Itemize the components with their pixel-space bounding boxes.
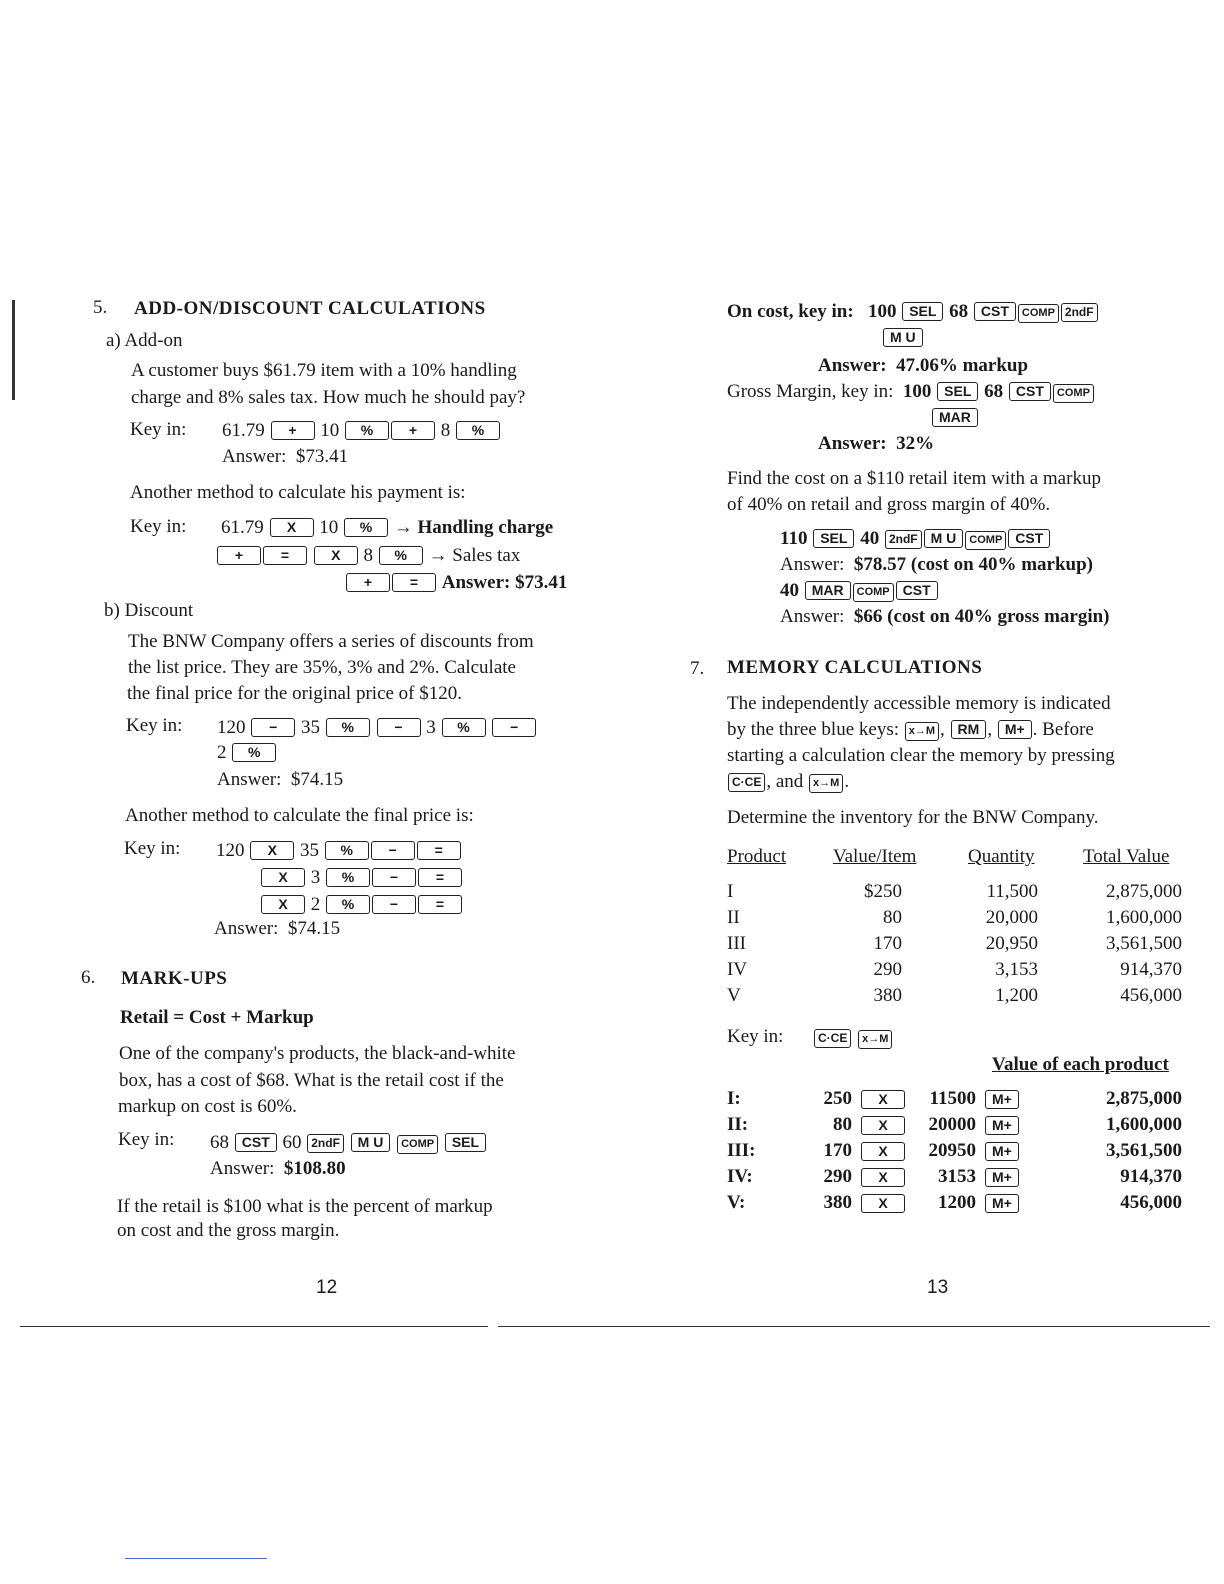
number: 68 — [949, 301, 969, 322]
table-cell: II — [727, 907, 740, 928]
find-cost-para-1: Find the cost on a $110 retail item with a markup — [727, 468, 1101, 489]
percent-key: % — [325, 841, 369, 860]
page-number-right: 13 — [927, 1277, 949, 1298]
keyin-label: Key in: — [130, 516, 187, 537]
percent-key: % — [379, 546, 423, 565]
answer-label: Answer: — [222, 446, 287, 467]
answer-value: $78.57 (cost on 40% markup) — [853, 554, 1093, 575]
number: 35 — [301, 717, 320, 738]
minus-key: − — [492, 718, 536, 737]
discount-para-1: The BNW Company offers a series of discounts from — [128, 631, 534, 652]
number: 8 — [440, 420, 451, 441]
key-sequence — [221, 516, 553, 540]
discount-para-2: the list price. They are 35%, 3% and 2%. Calculate — [128, 657, 516, 678]
table-header — [1083, 845, 1169, 869]
gross-margin-label: Gross Margin, key in: — [727, 381, 894, 402]
number: 68 — [984, 381, 1004, 402]
number: 61.79 — [222, 420, 265, 441]
cst-key: CST — [1009, 382, 1051, 401]
step-key — [984, 1166, 1020, 1190]
comp-key: COMP — [965, 531, 1006, 550]
mar-key: MAR — [932, 408, 978, 427]
comp-key: COMP — [1018, 304, 1059, 323]
answer-line — [222, 445, 348, 469]
step-value: 170 — [823, 1140, 852, 1161]
minus-key: − — [372, 895, 416, 914]
answer-line — [818, 432, 934, 456]
minus-key: − — [371, 841, 415, 860]
step-quantity: 11500 — [929, 1088, 976, 1109]
memory-para-1: The independently accessible memory is indicated — [727, 693, 1111, 714]
times-key: X — [314, 546, 358, 565]
header-value-item: Value/Item — [833, 846, 917, 867]
table-cell: III — [727, 933, 746, 954]
x-to-m-key: x→M — [905, 722, 939, 741]
number: 68 — [210, 1132, 229, 1153]
equals-key: = — [418, 868, 462, 887]
table-header — [968, 845, 1035, 869]
times-key: X — [861, 1168, 905, 1187]
table-cell: 11,500 — [986, 881, 1038, 902]
equals-key: = — [263, 546, 307, 565]
m-plus-key: M+ — [985, 1194, 1019, 1213]
percent-key: % — [456, 421, 500, 440]
header-product: Product — [727, 846, 787, 867]
mu-key: M U — [883, 328, 923, 347]
2ndf-key: 2ndF — [1061, 303, 1098, 322]
number: 100 — [902, 381, 932, 402]
step-label: I: — [727, 1088, 741, 1109]
minus-key: − — [372, 868, 416, 887]
step-quantity: 20950 — [928, 1140, 976, 1161]
minus-key: − — [377, 718, 421, 737]
step-result: 456,000 — [1120, 1192, 1182, 1213]
number: 10 — [319, 517, 339, 538]
table-cell: 3,153 — [995, 959, 1038, 980]
answer-label: Answer: — [217, 769, 282, 790]
key-sequence — [813, 1026, 893, 1050]
memory-para-2 — [727, 718, 1094, 742]
table-cell: 20,000 — [985, 907, 1038, 928]
key-sequence — [217, 716, 537, 740]
plus-key: + — [391, 421, 435, 440]
times-key: X — [861, 1194, 905, 1213]
number: 3 — [426, 717, 436, 738]
key-sequence — [216, 544, 520, 568]
table-cell: 170 — [873, 933, 902, 954]
m-plus-key: M+ — [985, 1116, 1019, 1135]
table-cell: 380 — [873, 985, 902, 1006]
times-key: X — [861, 1090, 905, 1109]
section-7-title: MEMORY CALCULATIONS — [727, 657, 983, 678]
sel-key: SEL — [445, 1133, 486, 1152]
cst-key: CST — [235, 1133, 277, 1152]
plus-key: + — [217, 546, 261, 565]
table-cell: 290 — [873, 959, 902, 980]
step-value: 250 — [823, 1088, 852, 1109]
answer-label: Answer: — [210, 1158, 275, 1179]
m-plus-key: M+ — [985, 1168, 1019, 1187]
answer-value: $73.41 — [295, 446, 349, 467]
percent-key: % — [344, 518, 388, 537]
page-bottom-rule-left — [20, 1326, 488, 1327]
another-method-1: Another method to calculate his payment is: — [130, 482, 466, 503]
percent-key: % — [442, 718, 486, 737]
sales-tax-note: → Sales tax — [428, 545, 521, 566]
2ndf-key: 2ndF — [307, 1134, 344, 1153]
number: 3 — [310, 867, 321, 888]
plus-key: + — [346, 573, 390, 592]
find-cost-para-2: of 40% on retail and gross margin of 40%. — [727, 494, 1051, 515]
x-to-m-key: x→M — [809, 774, 843, 793]
discount-para-3: the final price for the original price of $120. — [127, 683, 463, 704]
key-sequence — [931, 406, 979, 430]
step-result: 1,600,000 — [1106, 1114, 1182, 1135]
key-sequence — [780, 579, 939, 603]
c-ce-key: C·CE — [728, 773, 765, 792]
step-key — [860, 1192, 906, 1216]
answer-label: Answer: — [214, 918, 279, 939]
step-key — [984, 1140, 1020, 1164]
2ndf-key: 2ndF — [885, 530, 922, 549]
table-cell: I — [727, 881, 734, 902]
memory-para-3: starting a calculation clear the memory by pressing — [727, 745, 1115, 766]
number: 35 — [300, 840, 319, 861]
step-key — [984, 1114, 1020, 1138]
percent-key: % — [326, 718, 370, 737]
answer-label: Answer: — [780, 554, 845, 575]
mu-key: M U — [924, 529, 964, 548]
step-label: II: — [727, 1114, 749, 1135]
percent-key: % — [326, 895, 370, 914]
number: 40 — [780, 580, 799, 601]
answer-value: $74.15 — [287, 918, 341, 939]
key-sequence — [780, 527, 1051, 551]
section-5-title: ADD-ON/DISCOUNT CALCULATIONS — [134, 298, 486, 319]
step-label: IV: — [727, 1166, 753, 1187]
step-key — [860, 1088, 906, 1112]
keyin-label: Key in: — [126, 715, 183, 736]
answer-value: $74.15 — [290, 769, 344, 790]
table-header — [833, 845, 916, 869]
equals-key: = — [418, 895, 462, 914]
table-header — [727, 845, 786, 869]
number: 2 — [217, 742, 227, 763]
another-method-2: Another method to calculate the final price is: — [125, 805, 474, 826]
cst-key: CST — [1008, 529, 1050, 548]
table-cell: 20,950 — [985, 933, 1038, 954]
markup-para-1: One of the company's products, the black-and-white — [119, 1043, 516, 1064]
table-cell: 456,000 — [1120, 985, 1182, 1006]
value-each-header — [992, 1053, 1169, 1077]
step-result: 3,561,500 — [1106, 1140, 1182, 1161]
number: 120 — [217, 717, 246, 738]
key-sequence — [882, 326, 924, 350]
plus-key: + — [271, 421, 315, 440]
key-sequence — [217, 741, 277, 765]
key-sequence — [345, 571, 567, 595]
table-cell: IV — [727, 959, 748, 980]
step-label: III: — [727, 1140, 756, 1161]
answer-line — [780, 605, 1110, 629]
answer-label: Answer: — [818, 433, 887, 454]
number: 60 — [282, 1132, 302, 1153]
percent-key: % — [326, 868, 370, 887]
header-total-value: Total Value — [1083, 846, 1170, 867]
equals-key: = — [417, 841, 461, 860]
section-7-number: 7. — [690, 658, 705, 679]
number: 2 — [310, 894, 321, 915]
step-key — [984, 1192, 1020, 1216]
value-each-label: Value of each product — [992, 1054, 1169, 1075]
step-key — [860, 1166, 906, 1190]
minus-key: − — [251, 718, 295, 737]
section-6-title: MARK-UPS — [121, 968, 228, 989]
on-cost-line — [727, 300, 1099, 324]
markup-formula: Retail = Cost + Markup — [120, 1007, 314, 1028]
mar-key: MAR — [805, 581, 851, 600]
markup-para-3: markup on cost is 60%. — [118, 1096, 297, 1117]
percent-key: % — [232, 743, 276, 762]
step-key — [860, 1140, 906, 1164]
answer-value: 32% — [896, 433, 935, 454]
step-quantity: 3153 — [938, 1166, 976, 1187]
table-cell: 80 — [883, 907, 902, 928]
m-plus-key: M+ — [998, 720, 1032, 739]
percent-key: % — [345, 421, 389, 440]
answer-line — [818, 354, 1028, 378]
step-value: 380 — [823, 1192, 852, 1213]
answer-value: $66 (cost on 40% gross margin) — [853, 606, 1110, 627]
answer-label: Answer: — [780, 606, 845, 627]
answer-line — [780, 553, 1093, 577]
header-quantity: Quantity — [968, 846, 1035, 867]
memory-text: , and — [766, 771, 804, 792]
key-sequence — [260, 893, 463, 917]
key-sequence — [210, 1131, 487, 1155]
gross-margin-line — [727, 380, 1095, 404]
cst-key: CST — [974, 302, 1016, 321]
blue-underline-mark — [125, 1558, 267, 1559]
sel-key: SEL — [937, 382, 978, 401]
table-cell: $250 — [864, 881, 902, 902]
section-5-number: 5. — [93, 297, 108, 318]
comma: , — [940, 719, 945, 740]
rm-key: RM — [951, 720, 987, 739]
step-quantity: 1200 — [938, 1192, 976, 1213]
addon-para-1: A customer buys $61.79 item with a 10% handling — [131, 360, 517, 381]
table-cell: 1,600,000 — [1106, 907, 1182, 928]
keyin-label: Key in: — [124, 838, 181, 859]
keyin-label: Key in: — [727, 1026, 784, 1047]
m-plus-key: M+ — [985, 1142, 1019, 1161]
keyin-label: Key in: — [118, 1129, 175, 1150]
comp-key: COMP — [397, 1135, 438, 1154]
memory-text: . Before — [1032, 719, 1094, 740]
table-cell: V — [727, 985, 741, 1006]
memory-para-4: C·CE , and x→M . — [727, 770, 849, 794]
addon-para-2: charge and 8% sales tax. How much he should pay? — [131, 387, 526, 408]
step-key — [860, 1114, 906, 1138]
page-bottom-rule-right — [498, 1326, 1210, 1327]
times-key: X — [861, 1142, 905, 1161]
times-key: X — [261, 868, 305, 887]
step-label: V: — [727, 1192, 746, 1213]
step-value: 290 — [823, 1166, 852, 1187]
key-sequence — [260, 866, 463, 890]
number: 110 — [780, 528, 808, 549]
handling-charge-note: → Handling charge — [393, 517, 554, 538]
equals-key: = — [392, 573, 436, 592]
comma: , — [987, 719, 993, 740]
discount-label: b) Discount — [104, 600, 194, 621]
c-ce-key: C·CE — [814, 1029, 851, 1048]
number: 10 — [320, 420, 340, 441]
section-6-number: 6. — [81, 967, 96, 988]
m-plus-key: M+ — [985, 1090, 1019, 1109]
scan-edge-mark — [12, 300, 15, 400]
times-key: X — [261, 895, 305, 914]
number: 40 — [860, 528, 880, 549]
addon-label: a) Add-on — [106, 330, 183, 351]
answer-value: 47.06% markup — [896, 355, 1029, 376]
step-result: 2,875,000 — [1106, 1088, 1182, 1109]
memory-text: by the three blue keys: — [727, 719, 900, 740]
table-cell: 914,370 — [1120, 959, 1182, 980]
table-cell: 3,561,500 — [1106, 933, 1182, 954]
times-key: X — [861, 1116, 905, 1135]
answer-line — [214, 917, 340, 941]
table-cell: 2,875,000 — [1106, 881, 1182, 902]
answer-line — [217, 768, 343, 792]
mu-key: M U — [351, 1133, 391, 1152]
comp-key: COMP — [853, 583, 894, 602]
times-key: X — [250, 841, 294, 860]
number: 120 — [216, 840, 245, 861]
page-number-left: 12 — [316, 1277, 338, 1298]
retail-para-1: If the retail is $100 what is the percent of markup — [117, 1196, 493, 1217]
sel-key: SEL — [902, 302, 943, 321]
step-result: 914,370 — [1120, 1166, 1182, 1187]
cst-key: CST — [896, 581, 938, 600]
number: 61.79 — [221, 517, 264, 538]
key-sequence — [222, 419, 501, 443]
comp-key: COMP — [1053, 384, 1094, 403]
keyin-label: Key in: — [130, 419, 187, 440]
answer-value: $108.80 — [283, 1158, 346, 1179]
x-to-m-key: x→M — [858, 1030, 892, 1049]
on-cost-label: On cost, key in: — [727, 301, 854, 322]
answer-label: Answer: — [818, 355, 887, 376]
step-value: 80 — [833, 1114, 852, 1135]
answer-value: Answer: $73.41 — [441, 572, 568, 593]
times-key: X — [270, 518, 314, 537]
inventory-title: Determine the inventory for the BNW Company. — [727, 807, 1099, 828]
number: 8 — [363, 545, 373, 566]
table-cell: 1,200 — [995, 985, 1038, 1006]
key-sequence — [216, 839, 462, 863]
step-quantity: 20000 — [928, 1114, 976, 1135]
number: 100 — [867, 301, 897, 322]
sel-key: SEL — [813, 529, 854, 548]
retail-para-2: on cost and the gross margin. — [117, 1220, 340, 1241]
answer-line — [210, 1157, 346, 1181]
markup-para-2: box, has a cost of $68. What is the retail cost if the — [119, 1070, 504, 1091]
step-key — [984, 1088, 1020, 1112]
